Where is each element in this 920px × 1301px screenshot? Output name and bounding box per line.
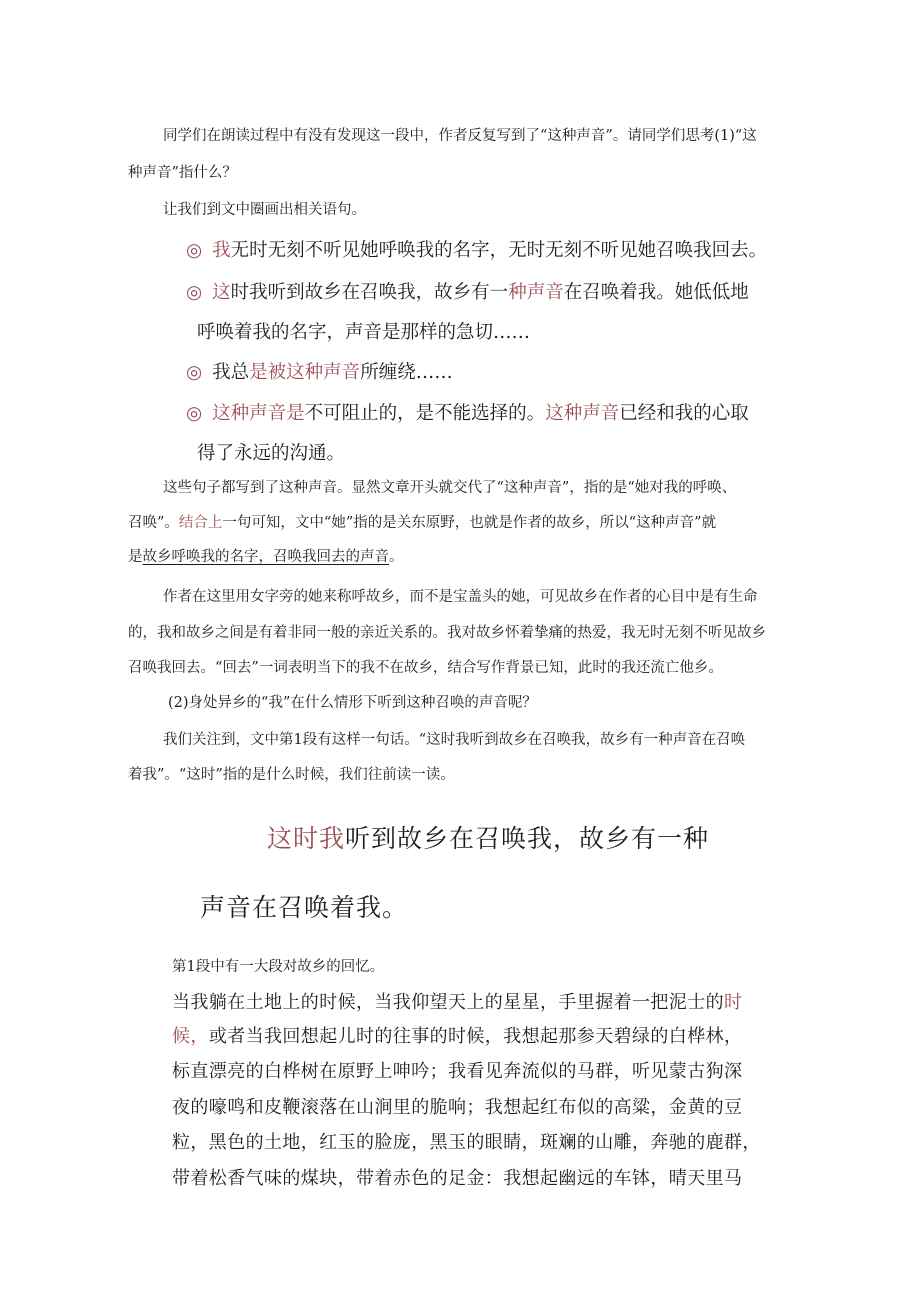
circle-bullet-icon: ◎ <box>186 282 203 303</box>
quote-item-4: ◎ 这种声音是不可阻止的，是不能选择的。这种声音已经和我的心取 <box>186 403 749 424</box>
para-instruction: 让我们到文中圈画出相关语句。 <box>163 202 366 218</box>
memory-line-2: 候，或者当我回想起儿时的往事的时候，我想起那参天碧绿的白桦林， <box>172 1026 743 1047</box>
quote-item-3: ◎ 我总是被这种声音所缠绕…… <box>186 362 453 383</box>
circle-bullet-icon: ◎ <box>186 403 203 424</box>
quote-item-1: ◎ 我无时无刻不听见她呼唤我的名字，无时无刻不听见她召唤我回去。 <box>186 240 768 261</box>
memory-line-4: 夜的嚎鸣和皮鞭滚落在山涧里的脆响；我想起红布似的高粱，金黄的豆 <box>172 1097 743 1118</box>
memory-line-5: 粒，黑色的土地，红玉的脸庞，黑玉的眼睛，斑斓的山雕，奔驰的鹿群， <box>172 1132 761 1153</box>
para-analysis-line-1: 作者在这里用女字旁的她来称呼故乡，而不是宝盖头的她，可见故乡在作者的心目中是有生命 <box>163 589 758 605</box>
quote-item-2: ◎ 这时我听到故乡在召唤我，故乡有一种声音在召唤着我。她低低地 <box>186 282 749 303</box>
memory-line-1: 当我躺在土地上的时候，当我仰望天上的星星，手里握着一把泥士的时 <box>172 992 743 1013</box>
para-question-line-1: 同学们在朗读过程中有没有发现这一段中，作者反复写到了“这种声音”。请同学们思考(1)“这 <box>163 128 757 144</box>
para-analysis-line-3: 召唤我回去。“回去”一词表明当下的我不在故乡，结合写作背景已知，此时的我还流亡他乡。 <box>128 660 723 676</box>
large-quote-line-2: 声音在召唤着我。 <box>200 893 409 922</box>
circle-bullet-icon: ◎ <box>186 362 203 383</box>
circle-bullet-icon: ◎ <box>186 240 203 261</box>
para-focus-line-2: 着我”。“这时”指的是什么时候，我们往前读一读。 <box>128 767 455 783</box>
large-quote-line-1: 这时我听到故乡在召唤我，故乡有一种 <box>267 824 710 853</box>
quote-item-4-line-2: 得了永远的沟通。 <box>197 443 346 464</box>
para-question-line-2: 种声音”指什么？ <box>128 165 237 181</box>
para-explain-line-1: 这些句子都写到了这种声音。显然文章开头就交代了“这种声音”，指的是“她对我的呼唤、 <box>163 480 737 496</box>
para-explain-line-2: 召唤”。结合上一句可知，文中“她”指的是关东原野，也就是作者的故乡，所以“这种声音”就 <box>128 515 717 531</box>
underlined-answer: 故乡呼唤我的名字，召唤我回去的声音 <box>142 549 389 565</box>
para-memory-intro: 第1段中有一大段对故乡的回忆。 <box>172 959 385 975</box>
quote-item-2-line-2: 呼唤着我的名字，声音是那样的急切…… <box>197 322 531 343</box>
para-analysis-line-2: 的，我和故乡之间是有着非同一般的亲近关系的。我对故乡怀着挚痛的热爱，我无时无刻不听见故乡 <box>128 625 766 641</box>
memory-line-6: 带着松香气味的煤块，带着赤色的足金：我想起幽远的车钵，晴天里马 <box>172 1168 743 1189</box>
para-focus-line-1: 我们关注到，文中第1段有这样一句话。“这时我听到故乡在召唤我，故乡有一种声音在召唤 <box>163 732 746 748</box>
para-explain-line-3: 是故乡呼唤我的名字，召唤我回去的声音。 <box>128 549 404 565</box>
para-question-2: (2)身处异乡的“我”在什么情形下听到这种召唤的声音呢？ <box>168 695 537 711</box>
memory-line-3: 标直漂亮的白桦树在原野上呻吟；我看见奔流似的马群，听见蒙古狗深 <box>172 1061 743 1082</box>
